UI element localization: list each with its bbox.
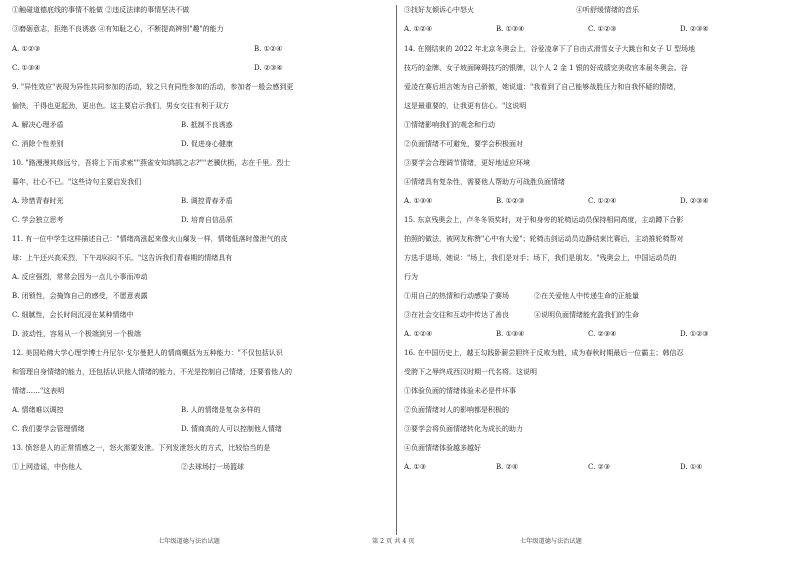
- column-divider: [396, 5, 397, 535]
- q16-option-d: D. ①④: [680, 463, 703, 471]
- q10-line-1: 10. "路漫漫其修远兮，吾将上下而求索""燕雀安知鸿鹄之志?""老骥伏枥，志在千里。烈士: [12, 159, 291, 167]
- q15-line-1: 15. 东京残奥会上，卢冬冬领奖时，对于和身旁的轮椅运动员保持相同高度，主动蹲下合影: [404, 216, 684, 224]
- q13-option-a: A. ①②④: [404, 25, 433, 33]
- q12-line-2: 和管理自身情绪的能力，还包括认识他人情绪的能力，不光是控制自己情绪，还要看他人的: [12, 368, 292, 376]
- q10-line-2: 暮年，壮心不已。"这些诗句主要启发我们: [12, 178, 142, 186]
- q13-statement-1: ①上网造谣，中伤他人: [12, 463, 82, 471]
- q13-option-d: D. ②③④: [680, 25, 709, 33]
- q16-option-c: C. ②③: [588, 463, 611, 471]
- q8-option-c: C. ①③④: [12, 64, 41, 72]
- left-column: [12, 0, 384, 561]
- q8-option-d: D. ②③④: [254, 64, 283, 72]
- right-footer-title: 七年级道德与法治试题: [520, 538, 582, 545]
- q13-option-b: B. ①③④: [496, 25, 525, 33]
- q14-statement-2: ②负面情绪不可避免，要学会积极面对: [404, 140, 523, 148]
- q15-statement-2: ②在关爱他人中传递生命的正能量: [534, 292, 639, 300]
- q12-option-a: A. 情绪难以调控: [12, 406, 64, 414]
- q14-line-3: 爱凌在赛后坦言她为自己骄傲，她说道："我看到了自己能够战胜压力和自我怀疑的情绪，: [404, 83, 681, 91]
- q10-option-b: B. 调控青春矛盾: [181, 197, 233, 205]
- q8-statement-line-2: ③磨砺意志，拒绝不良诱惑 ④有知耻之心，不断提高辨别"趣"的能力: [12, 25, 224, 33]
- q16-line-2: 受胯下之辱终成西汉时期一代名将。这说明: [404, 368, 537, 376]
- q15-line-2: 拍照的做法，被网友称赞"心中有大爱"；轮椅击剑运动员边静结束比赛后，主动推轮椅帮对: [404, 235, 684, 243]
- q14-option-d: D. ②③④: [680, 197, 709, 205]
- q10-option-c: C. 学会独立思考: [12, 216, 64, 224]
- q9-option-c: C. 消除个性差别: [12, 140, 64, 148]
- q15-option-c: C. ②③④: [588, 330, 617, 338]
- q14-option-a: A. ①③④: [404, 197, 433, 205]
- left-footer-title: 七年级道德与法治试题: [158, 538, 220, 545]
- q8-option-a: A. ①②③: [12, 45, 41, 53]
- q16-option-a: A. ①③: [404, 463, 427, 471]
- q16-statement-4: ④负面情绪体验越多越好: [404, 444, 481, 452]
- q14-line-4: 这是最重要的，让我更有信心。"这说明: [404, 102, 527, 110]
- q13-line-1: 13. 愤怒是人的正常情感之一，怒火需要发泄。下列发泄怒火的方式，比较恰当的是: [12, 444, 271, 452]
- q15-statement-1: ①用自己的热情和行动感染了赛场: [404, 292, 509, 300]
- q13-statement-2: ②去球场打一场篮球: [181, 463, 244, 471]
- q12-option-c: C. 我们要学会管理情绪: [12, 425, 85, 433]
- q11-option-a: A. 反应强烈，常常会因为一点儿小事而冲动: [12, 273, 148, 281]
- q13-option-c: C. ①②③: [588, 25, 617, 33]
- q16-statement-1: ①体验负面的情绪体验未必是件坏事: [404, 387, 516, 395]
- q11-line-1: 11. 有一位中学生这样描述自己："情绪高涨起来像火山爆发一样，情绪低落时像泄气的皮: [12, 235, 288, 243]
- q10-option-d: D. 培育自信品质: [181, 216, 233, 224]
- q13-statement-4: ④听舒缓情绪的音乐: [576, 6, 639, 14]
- q9-line-1: 9. "异性效应"表现为异性共同参加的活动，较之只有同性参加的活动，参加者一般会感到更: [12, 83, 294, 91]
- q12-line-1: 12. 美国哈佛大学心理学博士丹尼尔·戈尔曼把人的情商概括为五种能力："不仅包括认识: [12, 349, 283, 357]
- q8-option-b: B. ①②④: [254, 45, 283, 53]
- q16-option-b: B. ②④: [496, 463, 519, 471]
- q14-statement-4: ④情绪具有复杂性，需要他人帮助方可战胜负面情绪: [404, 178, 565, 186]
- q9-option-d: D. 促进身心健康: [181, 140, 233, 148]
- q15-statement-3: ③在社会交往和互动中传达了善良: [404, 311, 509, 319]
- q16-line-1: 16. 在中国历史上，越王勾践卧薪尝胆终于反败为胜，成为春秋时期最后一位霸主；韩信忍: [404, 349, 684, 357]
- q15-line-3: 方选手退场，她说："场上，我们是对手；场下，我们是朋友。"残奥会上，中国运动员的: [404, 254, 677, 262]
- q12-option-b: B. 人的情绪是复杂多样的: [181, 406, 261, 414]
- q15-option-b: B. ①③④: [496, 330, 525, 338]
- q14-option-b: B. ①②③: [496, 197, 525, 205]
- q13-statement-3: ③找好友倾诉心中怒火: [404, 6, 474, 14]
- q9-line-2: 愉快，干得也更起劲，更出色。这主要启示我们，男女交往有利于双方: [12, 102, 229, 110]
- q15-line-4: 行为: [404, 273, 418, 281]
- q14-statement-3: ③要学会合理调节情绪，更好地适应环境: [404, 159, 530, 167]
- q12-option-d: D. 情商高的人可以控制他人情绪: [181, 425, 282, 433]
- q11-option-d: D. 波动性，容易从一个极端到另一个极端: [12, 330, 141, 338]
- q11-option-c: C. 细腻性，会长时间沉浸在某种情绪中: [12, 311, 134, 319]
- q11-line-2: 球：上午还兴高采烈，下午却闷闷不乐。"这告诉我们青春期的情绪具有: [12, 254, 233, 262]
- q8-statement-line-1: ①触碰道德底线的事情不能做 ②违反法律的事情坚决不做: [12, 6, 190, 14]
- q16-statement-3: ③要学会将负面情绪转化为成长的助力: [404, 425, 523, 433]
- q12-line-3: 情绪……"这表明: [12, 387, 65, 395]
- q15-option-a: A. ①②④: [404, 330, 433, 338]
- q9-option-b: B. 抵制不良诱惑: [181, 121, 233, 129]
- q15-statement-4: ④说明负面情绪能充盈我们的生命: [534, 311, 639, 319]
- q10-option-a: A. 珍惜青春时光: [12, 197, 64, 205]
- right-column: [404, 0, 776, 561]
- q15-option-d: D. ①②③: [680, 330, 709, 338]
- q16-statement-2: ②负面情绪对人的影响都是积极的: [404, 406, 509, 414]
- q14-line-2: 技巧的金牌、女子坡面障碍技巧的银牌，以个人 2 金 1 银的好成绩完美收官本届冬奥会。谷: [404, 64, 688, 72]
- q14-option-c: C. ①②④: [588, 197, 617, 205]
- q14-statement-1: ①情绪影响我们的观念和行动: [404, 121, 495, 129]
- q9-option-a: A. 解决心理矛盾: [12, 121, 64, 129]
- q11-option-b: B. 闭锁性，会掩饰自己的感受，不愿意表露: [12, 292, 148, 300]
- q14-line-1: 14. 在刚结束的 2022 年北京冬奥会上，谷爱凌拿下了自由式滑雪女子大跳台和女子 U 型场地: [404, 45, 695, 53]
- page-number: 第 2 页 共 4 页: [372, 538, 415, 545]
